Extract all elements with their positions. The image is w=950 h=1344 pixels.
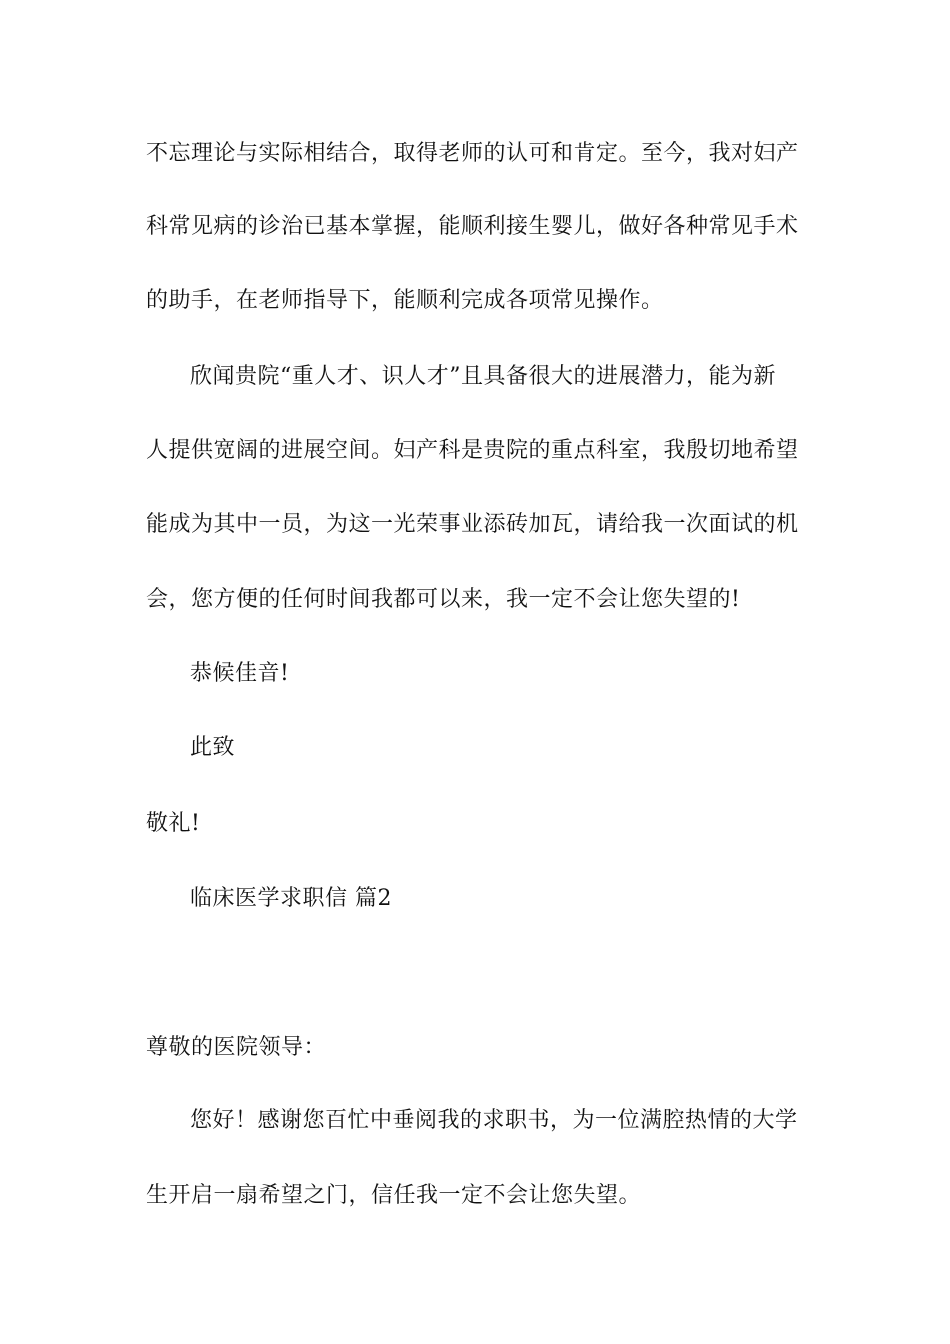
salutation-line: 此致 (190, 735, 236, 760)
paragraph-line-1: 不忘理论与实际相结合，取得老师的认可和肯定。至今，我对妇产 (146, 141, 799, 166)
letter-greeting: 尊敬的医院领导： (146, 1035, 327, 1060)
paragraph-line-6: 能成为其中一员，为这一光荣事业添砖加瓦，请给我一次面试的机 (146, 512, 799, 537)
paragraph-line-7: 会，您方便的任何时间我都可以来，我一定不会让您失望的! (146, 587, 741, 612)
regards-line: 敬礼! (146, 811, 201, 836)
paragraph-line-3: 的助手，在老师指导下，能顺利完成各项常见操作。 (146, 288, 664, 313)
section-title: 临床医学求职信 篇2 (190, 886, 392, 911)
paragraph-line-4: 欣闻贵院“重人才、识人才”且具备很大的进展潜力，能为新 (190, 364, 776, 389)
closing-line: 恭候佳音! (190, 661, 290, 686)
paragraph-line-8: 您好！感谢您百忙中垂阅我的求职书，为一位满腔热情的大学 (190, 1108, 798, 1133)
paragraph-line-9: 生开启一扇希望之门，信任我一定不会让您失望。 (146, 1183, 642, 1208)
paragraph-line-2: 科常见病的诊治已基本掌握，能顺利接生婴儿，做好各种常见手术 (146, 214, 799, 239)
paragraph-line-5: 人提供宽阔的进展空间。妇产科是贵院的重点科室，我殷切地希望 (146, 438, 799, 463)
